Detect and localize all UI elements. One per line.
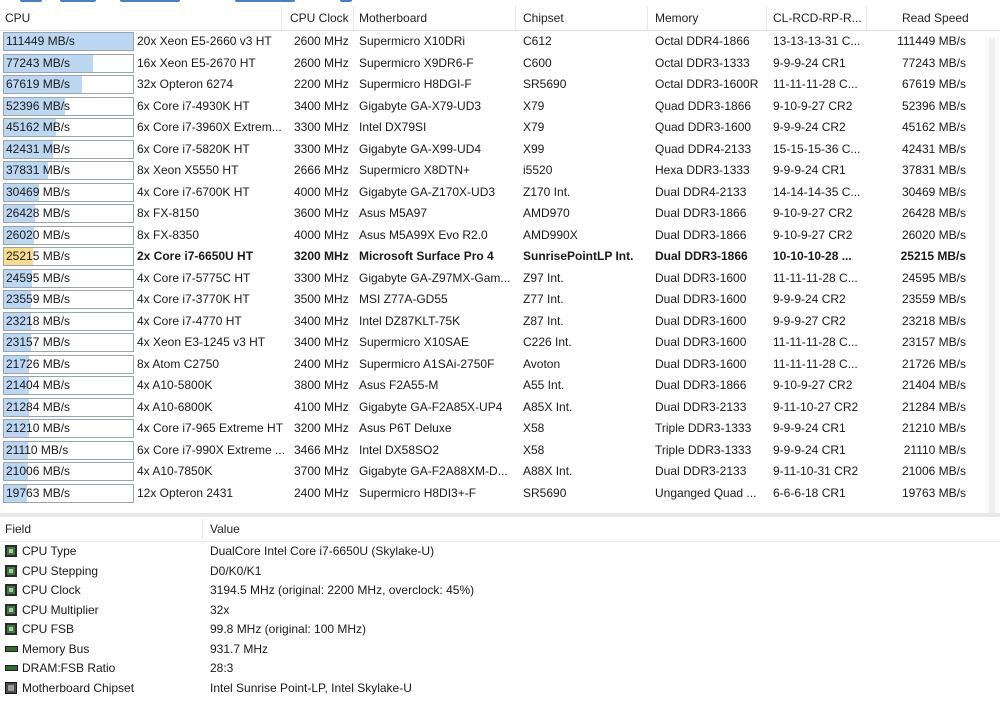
details-row[interactable] [0,640,1000,660]
table-body [0,31,1000,504]
memory-cell: Quad DDR4-2133 [655,141,752,156]
chipset-cell: X99 [523,141,545,156]
speed-bar [3,484,134,503]
cpu-clock-cell: 4000 MHz [294,227,349,242]
speed-bar [3,376,134,395]
table-row[interactable] [0,117,1000,139]
speed-bar [3,312,134,331]
speed-bar-label: 111449 MB/s [6,34,75,48]
motherboard-cell: Supermicro H8DGI-F [359,77,472,91]
cpu-model-cell: 4x Xeon E3-1245 v3 HT [137,335,266,349]
speed-bar [3,247,134,266]
speed-bar-label: 26020 MB/s [6,227,71,242]
memory-module-icon [5,665,18,671]
motherboard-cell: Gigabyte GA-F2A85X-UP4 [359,399,503,414]
speed-bar [3,333,134,352]
cpu-clock-cell: 3300 MHz [294,141,349,156]
speed-bar [3,32,134,51]
cpu-model-cell: 4x Core i7-5775C HT [137,270,251,285]
read-speed-cell: 21404 MB/s [901,378,966,392]
field-value: DualCore Intel Core i7-6650U (Skylake-U) [210,544,435,558]
field-label: CPU Clock [22,583,81,597]
cpu-model-cell: 4x Core i7-4770 HT [137,313,242,328]
details-row[interactable] [0,679,1000,699]
table-row[interactable] [0,74,1000,96]
speed-bar-label: 23218 MB/s [6,313,71,328]
table-row[interactable] [0,96,1000,118]
table-row[interactable] [0,440,1000,462]
motherboard-cell: Supermicro A1SAi-2750F [359,356,495,371]
motherboard-cell: Gigabyte GA-X99-UD4 [359,141,482,156]
timings-cell: 11-11-11-28 C... [773,270,858,285]
timings-cell: 9-10-9-27 CR2 [773,206,853,220]
motherboard-cell: Supermicro X10SAE [359,335,470,349]
column-header-memory[interactable]: Memory [655,11,699,25]
read-speed-cell: 52396 MB/s [901,98,966,113]
chipset-cell: Z87 Int. [523,313,564,328]
field-label: CPU Stepping [22,563,99,578]
table-row[interactable] [0,31,1000,53]
speed-bar-label: 19763 MB/s [6,485,71,500]
chipset-cell: C612 [523,34,552,48]
read-speed-cell: 21006 MB/s [901,464,966,478]
motherboard-cell: Gigabyte GA-F2A88XM-D... [359,464,508,478]
memory-cell: Dual DDR3-1600 [655,270,747,285]
motherboard-cell: Gigabyte GA-Z97MX-Gam... [359,270,511,285]
timings-cell: 9-10-9-27 CR2 [773,378,853,392]
motherboard-cell: Asus M5A97 [359,206,428,220]
chipset-cell: Z97 Int. [523,270,564,285]
timings-cell: 11-11-11-28 C... [773,356,858,371]
details-row[interactable] [0,659,1000,679]
speed-bar [3,441,134,460]
speed-bar-label: 45162 MB/s [6,120,71,134]
timings-cell: 11-11-11-28 C... [773,77,858,91]
table-row[interactable] [0,354,1000,376]
field-label: CPU Multiplier [22,602,99,617]
timings-cell: 11-11-11-28 C... [773,335,858,349]
chipset-cell: Z77 Int. [523,292,564,306]
motherboard-cell: Intel DX79SI [359,120,427,134]
details-row[interactable] [0,581,1000,601]
read-speed-cell: 45162 MB/s [901,120,966,134]
speed-bar-label: 52396 MB/s [6,98,71,113]
read-speed-cell: 21726 MB/s [901,356,966,371]
cpu-model-cell: 4x Core i7-965 Extreme HT [137,421,284,435]
cpu-chip-icon [5,623,17,635]
speed-bar [3,140,134,159]
memory-cell: Dual DDR3-1866 [655,249,748,263]
timings-cell: 9-9-9-24 CR1 [773,421,846,435]
cpu-model-cell: 4x Core i7-6700K HT [137,184,250,199]
memory-cell: Dual DDR3-1866 [655,227,747,242]
cpu-model-cell: 2x Core i7-6650U HT [137,249,254,263]
speed-bar-label: 42431 MB/s [6,141,71,156]
field-value: 28:3 [210,661,234,675]
cpu-model-cell: 32x Opteron 6274 [137,77,234,91]
speed-bar [3,269,134,288]
chipset-cell: X58 [523,421,545,435]
column-header-field[interactable]: Field [5,522,32,536]
speed-bar-label: 23157 MB/s [6,335,71,349]
details-panel [0,517,1000,701]
chipset-cell: X79 [523,98,545,113]
table-row[interactable] [0,203,1000,225]
timings-cell: 9-9-9-27 CR2 [773,313,846,328]
speed-bar [3,419,134,438]
speed-bar-label: 25215 MB/s [6,249,71,263]
memory-cell: Dual DDR3-1866 [655,378,747,392]
table-row[interactable] [0,332,1000,354]
table-header [0,6,1000,31]
speed-bar [3,204,134,223]
cpu-model-cell: 16x Xeon E5-2670 HT [137,55,256,70]
speed-bar-label: 21726 MB/s [6,356,71,371]
speed-bar-label: 21110 MB/s [6,442,69,457]
chipset-cell: Avoton [523,356,561,371]
chipset-cell: SR5690 [523,485,567,500]
field-value: D0/K0/K1 [210,563,262,578]
cpu-clock-cell: 3466 MHz [294,442,349,457]
read-speed-cell: 23157 MB/s [901,335,966,349]
memory-cell: Dual DDR3-1600 [655,335,747,349]
details-header [0,517,1000,542]
speed-bar [3,462,134,481]
motherboard-cell: Intel DX58SO2 [359,442,440,457]
read-speed-cell: 26428 MB/s [901,206,966,220]
read-speed-cell: 37831 MB/s [901,163,966,177]
memory-cell: Octal DDR4-1866 [655,34,750,48]
speed-bar-label: 67619 MB/s [6,77,71,91]
cpu-clock-cell: 2666 MHz [294,163,349,177]
memory-cell: Dual DDR3-2133 [655,399,747,414]
chipset-cell: AMD990X [523,227,578,242]
table-row[interactable] [0,289,1000,311]
memory-cell: Octal DDR3-1333 [655,55,750,70]
chipset-cell: SunrisePointLP Int. [523,249,634,263]
cpu-clock-cell: 3500 MHz [294,292,349,306]
cpu-chip-icon [5,565,17,577]
chipset-cell: A55 Int. [523,378,565,392]
memory-cell: Triple DDR3-1333 [655,421,752,435]
chipset-cell: i5520 [523,163,553,177]
chipset-cell: A88X Int. [523,464,573,478]
column-header-cpu[interactable]: CPU [5,11,31,25]
table-row[interactable] [0,160,1000,182]
memory-cell: Dual DDR3-1600 [655,313,747,328]
chipset-cell: C226 Int. [523,335,572,349]
memory-cell: Dual DDR3-2133 [655,464,747,478]
timings-cell: 10-10-10-28 ... [773,249,852,263]
motherboard-cell: Gigabyte GA-Z170X-UD3 [359,184,496,199]
cpu-clock-cell: 2600 MHz [294,34,349,48]
column-header-read-speed[interactable]: Read Speed [902,11,969,25]
table-row[interactable] [0,225,1000,247]
read-speed-cell: 24595 MB/s [901,270,966,285]
cpu-clock-cell: 3700 MHz [294,464,349,478]
cpu-chip-icon [5,604,17,616]
field-label: Memory Bus [22,641,90,656]
field-value: 32x [210,602,230,617]
cpu-model-cell: 12x Opteron 2431 [137,485,234,500]
read-speed-cell: 67619 MB/s [901,77,966,91]
speed-bar [3,226,134,245]
memory-cell: Hexa DDR3-1333 [655,163,750,177]
read-speed-cell: 77243 MB/s [901,55,966,70]
table-row[interactable] [0,268,1000,290]
speed-bar-label: 23559 MB/s [6,292,71,306]
speed-bar-label: 37831 MB/s [6,163,71,177]
column-header-value[interactable]: Value [210,522,240,536]
chipset-cell: Z170 Int. [523,184,571,199]
motherboard-icon [5,682,17,694]
scrollbar-thumb[interactable] [989,37,995,513]
motherboard-cell: Supermicro X8DTN+ [359,163,471,177]
benchmark-results-table[interactable] [0,6,1000,513]
timings-cell: 9-9-9-24 CR1 [773,55,846,70]
read-speed-cell: 21210 MB/s [901,421,966,435]
table-row-selected[interactable] [0,246,1000,268]
details-row[interactable] [0,562,1000,582]
chipset-cell: X58 [523,442,545,457]
cpu-clock-cell: 2400 MHz [294,356,349,371]
field-label: CPU FSB [22,622,75,636]
memory-cell: Dual DDR3-1600 [655,292,747,306]
cpu-model-cell: 6x Core i7-4930K HT [137,98,250,113]
motherboard-cell: Intel DZ87KLT-75K [359,313,461,328]
details-body [0,542,1000,698]
cpu-clock-cell: 2600 MHz [294,55,349,70]
timings-cell: 9-9-9-24 CR1 [773,442,846,457]
field-label: DRAM:FSB Ratio [22,661,116,675]
cpu-clock-cell: 3200 MHz [294,249,349,263]
memory-cell: Dual DDR4-2133 [655,184,747,199]
speed-bar-label: 24595 MB/s [6,270,71,285]
cpu-chip-icon [5,545,17,557]
column-header-chipset[interactable]: Chipset [523,11,564,25]
table-row[interactable] [0,139,1000,161]
field-label: CPU Type [22,544,77,558]
table-row[interactable] [0,418,1000,440]
timings-cell: 14-14-14-35 C... [773,184,861,199]
speed-bar [3,290,134,309]
speed-bar [3,183,134,202]
cpu-model-cell: 6x Core i7-990X Extreme ... [137,442,286,457]
memory-module-icon [5,646,18,652]
field-value: 931.7 MHz [210,641,269,656]
cpu-clock-cell: 3800 MHz [294,378,349,392]
motherboard-cell: Gigabyte GA-X79-UD3 [359,98,482,113]
details-row[interactable] [0,542,1000,562]
motherboard-cell: Supermicro X9DR6-F [359,55,474,70]
read-speed-cell: 19763 MB/s [901,485,966,500]
speed-bar-label: 26428 MB/s [6,206,71,220]
timings-cell: 9-11-10-27 CR2 [773,399,859,414]
cpu-clock-cell: 4000 MHz [294,184,349,199]
motherboard-cell: Asus F2A55-M [359,378,439,392]
table-row[interactable] [0,53,1000,75]
motherboard-cell: Supermicro X10DRi [359,34,466,48]
timings-cell: 9-9-9-24 CR2 [773,120,846,134]
chipset-cell: X79 [523,120,545,134]
speed-bar [3,97,134,116]
motherboard-cell: MSI Z77A-GD55 [359,292,448,306]
cpu-clock-cell: 3400 MHz [294,98,349,113]
speed-bar [3,54,134,73]
memory-cell: Unganged Quad ... [655,485,757,500]
read-speed-cell: 30469 MB/s [901,184,966,199]
speed-bar-label: 21404 MB/s [6,378,71,392]
table-row[interactable] [0,311,1000,333]
speed-bar-label: 21210 MB/s [6,421,71,435]
cpu-model-cell: 8x Xeon X5550 HT [137,163,239,177]
speed-bar-label: 30469 MB/s [6,184,71,199]
cpu-clock-cell: 2400 MHz [294,485,349,500]
cpu-model-cell: 8x FX-8350 [137,227,200,242]
cpu-model-cell: 4x A10-7850K [137,464,213,478]
read-speed-cell: 26020 MB/s [901,227,966,242]
cpu-chip-icon [5,584,17,596]
cpu-model-cell: 4x A10-6800K [137,399,213,414]
timings-cell: 9-10-9-27 CR2 [773,98,853,113]
table-row[interactable] [0,182,1000,204]
read-speed-cell: 21284 MB/s [901,399,966,414]
cpu-model-cell: 4x A10-5800K [137,378,213,392]
cpu-clock-cell: 3400 MHz [294,335,349,349]
table-row[interactable] [0,397,1000,419]
read-speed-cell: 23218 MB/s [901,313,966,328]
speed-bar [3,118,134,137]
motherboard-cell: Asus P6T Deluxe [359,421,452,435]
speed-bar-label: 21284 MB/s [6,399,71,414]
timings-cell: 13-13-13-31 C... [773,34,861,48]
table-row[interactable] [0,461,1000,483]
vertical-scrollbar[interactable] [985,37,999,513]
motherboard-cell: Supermicro H8DI3+-F [359,485,477,500]
chipset-cell: C600 [523,55,552,70]
memory-cell: Quad DDR3-1600 [655,120,752,134]
read-speed-cell: 21110 MB/s [903,442,966,457]
memory-cell: Quad DDR3-1866 [655,98,752,113]
speed-bar [3,398,134,417]
motherboard-cell: Microsoft Surface Pro 4 [359,249,494,263]
speed-bar-label: 77243 MB/s [6,55,71,70]
speed-bar [3,75,134,94]
read-speed-cell: 42431 MB/s [901,141,966,156]
cpu-clock-cell: 4100 MHz [294,399,349,414]
speed-bar-label: 21006 MB/s [6,464,71,478]
speed-bar [3,355,134,374]
field-value: 99.8 MHz (original: 100 MHz) [210,622,367,636]
motherboard-cell: Asus M5A99X Evo R2.0 [359,227,488,242]
cpu-clock-cell: 3300 MHz [294,270,349,285]
chipset-cell: AMD970 [523,206,570,220]
column-header-motherboard[interactable]: Motherboard [359,11,428,25]
cpu-clock-cell: 3400 MHz [294,313,349,328]
timings-cell: 9-10-9-27 CR2 [773,227,853,242]
cpu-model-cell: 4x Core i7-3770K HT [137,292,250,306]
table-row[interactable] [0,483,1000,505]
cpu-model-cell: 6x Core i7-5820K HT [137,141,250,156]
memory-cell: Octal DDR3-1600R [655,77,759,91]
read-speed-cell: 23559 MB/s [901,292,966,306]
field-value: 3194.5 MHz (original: 2200 MHz, overclock: 45%) [210,583,475,597]
chipset-cell: SR5690 [523,77,567,91]
timings-cell: 9-9-9-24 CR1 [773,163,846,177]
cpu-model-cell: 20x Xeon E5-2660 v3 HT [137,34,272,48]
field-label: Motherboard Chipset [22,680,135,695]
field-value: Intel Sunrise Point-LP, Intel Skylake-U [210,680,412,695]
memory-cell: Dual DDR3-1866 [655,206,747,220]
table-row[interactable] [0,375,1000,397]
column-header-timings[interactable]: CL-RCD-RP-R... [773,11,862,25]
timings-cell: 15-15-15-36 C... [773,141,861,156]
cpu-clock-cell: 3200 MHz [294,421,349,435]
speed-bar [3,161,134,180]
cpu-clock-cell: 3300 MHz [294,120,349,134]
timings-cell: 9-11-10-31 CR2 [773,464,859,478]
column-header-cpu-clock[interactable]: CPU Clock [290,11,349,25]
memory-cell: Triple DDR3-1333 [655,442,752,457]
cpu-clock-cell: 2200 MHz [294,77,349,91]
details-row[interactable] [0,601,1000,621]
memory-cell: Dual DDR3-1600 [655,356,747,371]
cpu-model-cell: 6x Core i7-3960X Extrem... [137,120,282,134]
read-speed-cell: 25215 MB/s [900,249,966,263]
timings-cell: 9-9-9-24 CR2 [773,292,846,306]
cpu-model-cell: 8x FX-8150 [137,206,200,220]
chipset-cell: A85X Int. [523,399,573,414]
timings-cell: 6-6-6-18 CR1 [773,485,846,500]
details-row[interactable] [0,620,1000,640]
cpu-clock-cell: 3600 MHz [294,206,349,220]
read-speed-cell: 111449 MB/s [897,34,966,48]
cpu-model-cell: 8x Atom C2750 [137,356,220,371]
